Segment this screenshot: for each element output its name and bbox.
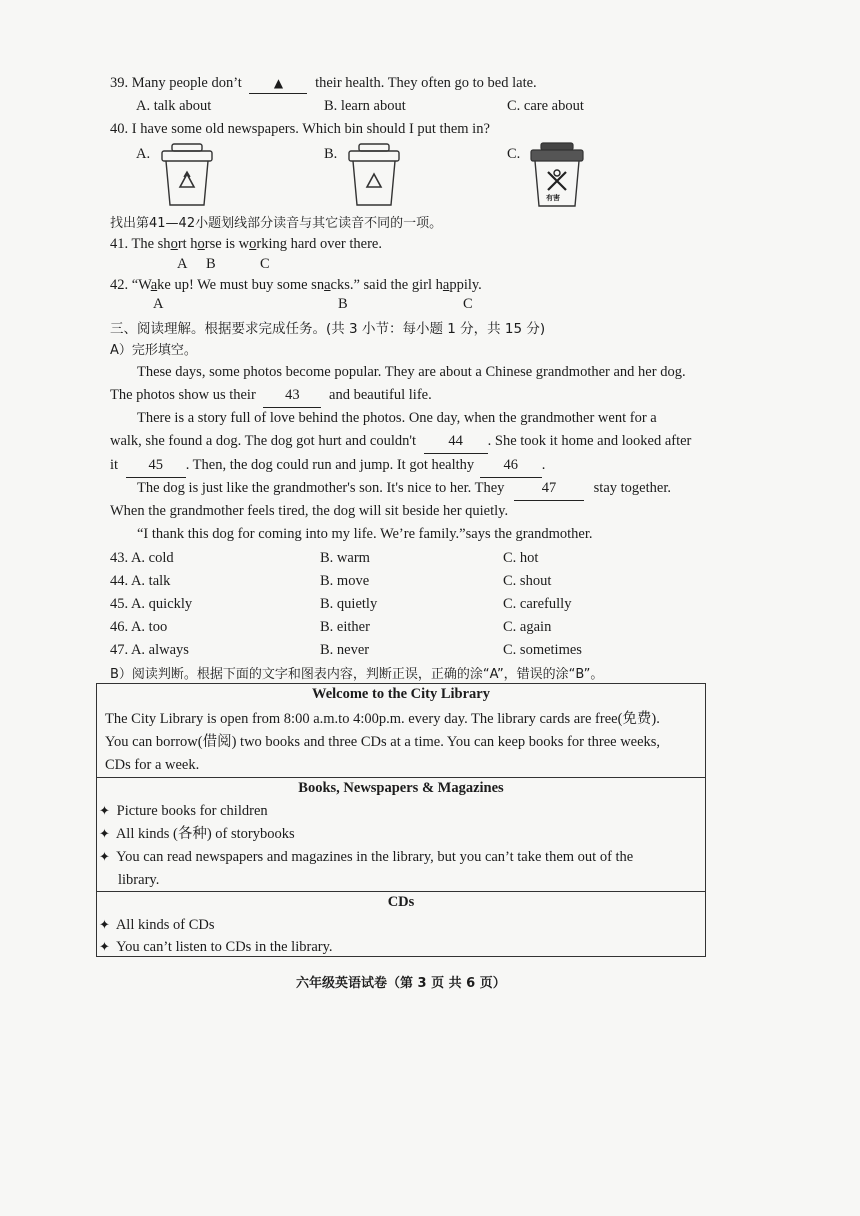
- q42-w2c: cks.” said the girl h: [330, 277, 443, 293]
- q41-w1c: rt: [177, 236, 191, 252]
- q41-underline-c: o: [249, 236, 257, 252]
- cds-heading: CDs: [387, 894, 415, 910]
- choice-46-b: B. either: [320, 619, 370, 635]
- cds-item-1: [99, 914, 699, 937]
- hazard-label: 有害: [546, 194, 560, 202]
- passage-l5c: .: [541, 457, 546, 473]
- question-40: 40. I have some old newspapers. Which bin should I put them in?: [110, 121, 490, 137]
- q41-w3c: rking hard over there.: [256, 236, 382, 252]
- choice-44-a: 44. A. talk: [110, 573, 171, 589]
- blank-43: 43: [263, 384, 321, 408]
- q42-letter-a: A: [153, 296, 164, 312]
- q41-num: 41. The: [110, 236, 158, 252]
- star-bullet-icon: ✦: [99, 918, 110, 933]
- passage-line-4: [110, 430, 691, 454]
- q39-option-c: C. care about: [507, 98, 584, 114]
- q39-blank: [249, 73, 307, 94]
- choice-47-c: C. sometimes: [503, 642, 582, 658]
- choice-44-b: B. move: [320, 573, 370, 589]
- q42-letter-c: C: [463, 296, 473, 312]
- blank-47: 47: [514, 477, 584, 501]
- q41-letter-a: A: [177, 256, 188, 272]
- q42-w3c: ppily.: [449, 277, 482, 293]
- q42-letter-b: B: [338, 296, 348, 312]
- passage-l5a: it: [110, 457, 119, 473]
- q40-label-a: A.: [136, 146, 151, 162]
- passage-line-1: These days, some photos become popular. They are about a Chinese grandmother and her dog.: [137, 364, 686, 380]
- choice-44-c: C. shout: [503, 573, 552, 589]
- passage-line-3: There is a story full of love behind the photos. One day, when the grandmother went for a: [137, 410, 657, 426]
- q39-option-a: A. talk about: [136, 98, 212, 114]
- recycle-bin-icon: [347, 143, 401, 207]
- q40-label-b: B.: [324, 146, 338, 162]
- instruction-41-42: 找出第41—42小题划线部分读音与其它读音不同的一项。: [110, 216, 443, 231]
- q41-underline-a: o: [170, 236, 178, 252]
- library-heading: Welcome to the City Library: [312, 686, 490, 702]
- q41-w1a: sh: [157, 236, 171, 252]
- choice-43-b: B. warm: [320, 550, 370, 566]
- q39-option-b: B. learn about: [324, 98, 406, 114]
- passage-l6a: The dog is just like the grandmother's son. It's nice to her. They: [137, 480, 505, 496]
- choice-43-a: 43. A. cold: [110, 550, 174, 566]
- q39-text-start: 39. Many people don’t: [110, 75, 242, 91]
- choice-43-c: C. hot: [503, 550, 539, 566]
- blank-45: 45: [126, 454, 186, 478]
- star-bullet-icon: ✦: [99, 804, 110, 819]
- q41-w2c: rse is: [204, 236, 239, 252]
- passage-line-5: [110, 454, 545, 478]
- q42-underline-c: a: [442, 277, 450, 293]
- q42-underline-a: a: [150, 277, 158, 293]
- books-item-3: [99, 846, 699, 869]
- question-42: [110, 275, 482, 295]
- question-41: [110, 234, 382, 254]
- books-item-2: [99, 823, 699, 846]
- passage-l2b: and beautiful life.: [329, 387, 432, 403]
- question-39: [110, 73, 537, 94]
- q39-text-end: their health. They often go to bed late.: [315, 75, 537, 91]
- passage-l4a: walk, she found a dog. The dog got hurt and couldn't: [110, 433, 416, 449]
- books-item-3-cont: library.: [118, 872, 160, 888]
- passage-line-8: “I thank this dog for coming into my life. We’re family.”says the grandmother.: [137, 526, 593, 542]
- page-footer: 六年级英语试卷（第 3 页 共 6 页）: [296, 976, 506, 991]
- star-bullet-icon: ✦: [99, 827, 110, 842]
- choice-46-a: 46. A. too: [110, 619, 168, 635]
- choice-45-c: C. carefully: [503, 596, 572, 612]
- library-intro-line-2: You can borrow(借阅) two books and three CDs at a time. You can keep books for three weeks,: [105, 734, 661, 750]
- passage-l4b: . She took it home and looked after: [487, 433, 692, 449]
- library-intro-line-1: The City Library is open from 8:00 a.m.to 4:00p.m. every day. The library cards are free(免费).: [105, 711, 660, 727]
- passage-line-2: [110, 384, 432, 408]
- section-3-heading: 三、阅读理解。根据要求完成任务。(共 3 小节：每小题 1 分，共 15 分): [110, 321, 546, 337]
- passage-l2a: The photos show us their: [110, 387, 256, 403]
- divider: [97, 891, 705, 892]
- part-a-title: A）完形填空。: [110, 343, 197, 358]
- cds-item-2-text: You can’t listen to CDs in the library.: [116, 939, 333, 955]
- q42-w1c: ke up! We must buy some sn: [157, 277, 325, 293]
- books-item-3-text: You can read newspapers and magazines in the library, but you can’t take them out of the: [116, 849, 634, 865]
- star-bullet-icon: ✦: [99, 940, 110, 955]
- q41-w2a: h: [190, 236, 198, 252]
- passage-line-6: [137, 477, 671, 501]
- passage-line-7: When the grandmother feels tired, the dog will sit beside her quietly.: [110, 503, 509, 519]
- choice-47-a: 47. A. always: [110, 642, 189, 658]
- star-bullet-icon: ✦: [99, 850, 110, 865]
- cds-item-2: [99, 936, 699, 959]
- blank-44: 44: [424, 430, 488, 454]
- q42-num: 42. “W: [110, 277, 151, 293]
- books-heading: Books, Newspapers & Magazines: [298, 780, 504, 796]
- library-intro-line-3: CDs for a week.: [105, 757, 200, 773]
- q41-underline-b: o: [197, 236, 205, 252]
- books-item-2-text: All kinds (各种) of storybooks: [115, 826, 295, 842]
- books-item-1-text: Picture books for children: [116, 803, 268, 819]
- library-info-box: [96, 683, 706, 957]
- blank-46: 46: [480, 454, 542, 478]
- cds-item-1-text: All kinds of CDs: [115, 917, 215, 933]
- q41-w3a: w: [238, 236, 250, 252]
- q42-underline-b: a: [324, 277, 331, 293]
- choice-45-a: 45. A. quickly: [110, 596, 193, 612]
- recycle-bin-icon: [160, 143, 214, 207]
- passage-l5b: . Then, the dog could run and jump. It got healthy: [185, 457, 475, 473]
- q41-letter-b: B: [206, 256, 216, 272]
- divider: [97, 777, 705, 778]
- passage-l6b: stay together.: [593, 480, 671, 496]
- q40-label-c: C.: [507, 146, 521, 162]
- triangle-marker-icon: ▲: [273, 76, 284, 90]
- choice-45-b: B. quietly: [320, 596, 378, 612]
- books-item-1: [99, 800, 699, 823]
- q41-letter-c: C: [260, 256, 270, 272]
- part-b-title: B）阅读判断。根据下面的文字和图表内容，判断正误，正确的涂“A”，错误的涂“B”。: [110, 667, 604, 682]
- choice-47-b: B. never: [320, 642, 370, 658]
- choice-46-c: C. again: [503, 619, 552, 635]
